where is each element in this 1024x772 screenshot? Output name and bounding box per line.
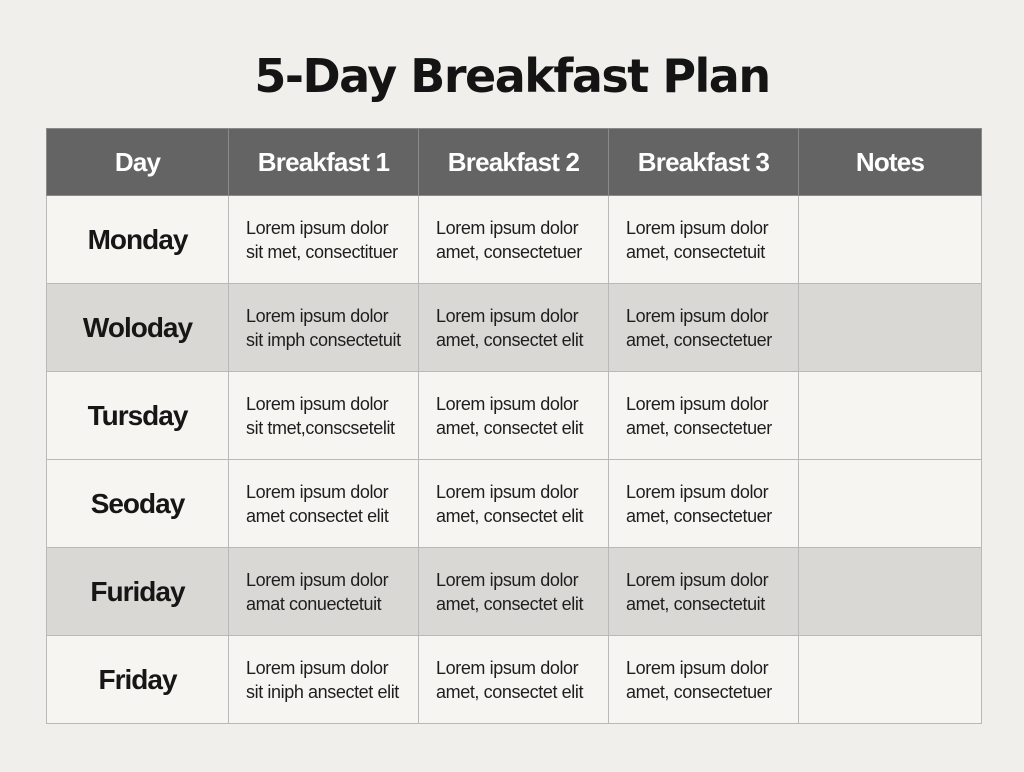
meal-line: Lorem ipsum dolor (626, 305, 769, 326)
breakfast-3-cell (609, 196, 799, 284)
day-cell: Furiday (47, 548, 229, 636)
day-cell: Woloday (47, 284, 229, 372)
meal-line: amet, consectet elit (436, 329, 584, 350)
meal-line: amet, consectetuer (436, 241, 582, 262)
meal-line: sit imph consectetuit (246, 329, 401, 350)
breakfast-3-cell (609, 548, 799, 636)
notes-cell (799, 636, 982, 724)
breakfast-1-cell (229, 196, 419, 284)
meal-line: sit met, consectituer (246, 241, 398, 262)
breakfast-2-cell (419, 460, 609, 548)
notes-cell (799, 284, 982, 372)
table-row (47, 460, 982, 548)
header-breakfast-1: Breakfast 1 (229, 129, 419, 196)
meal-line: Lorem ipsum dolor (436, 305, 579, 326)
header-day: Day (47, 129, 229, 196)
breakfast-1-cell (229, 372, 419, 460)
meal-line: Lorem ipsum dolor (436, 481, 579, 502)
table-row (47, 548, 982, 636)
meal-line: amet, consectetuer (626, 329, 772, 350)
meal-line: Lorem ipsum dolor (246, 569, 389, 590)
meal-line: amet, consectetuer (626, 417, 772, 438)
meal-line: amet, consectetuer (626, 681, 772, 702)
meal-line: amet, consectet elit (436, 417, 584, 438)
breakfast-1-cell (229, 284, 419, 372)
breakfast-3-cell (609, 636, 799, 724)
meal-line: Lorem ipsum dolor (436, 217, 579, 238)
meal-line: Lorem ipsum dolor (246, 305, 389, 326)
breakfast-1-cell (229, 636, 419, 724)
meal-line: Lorem ipsum dolor (436, 393, 579, 414)
breakfast-2-cell (419, 636, 609, 724)
notes-cell (799, 372, 982, 460)
table-row (47, 284, 982, 372)
table-row (47, 196, 982, 284)
meal-line: Lorem ipsum dolor (246, 393, 389, 414)
meal-line: Lorem ipsum dolor (246, 217, 389, 238)
breakfast-2-cell (419, 372, 609, 460)
notes-cell (799, 196, 982, 284)
table-row (47, 636, 982, 724)
meal-line: amet, consectet elit (436, 505, 584, 526)
breakfast-2-cell (419, 284, 609, 372)
breakfast-3-cell (609, 372, 799, 460)
meal-line: Lorem ipsum dolor (246, 657, 389, 678)
breakfast-1-cell (229, 548, 419, 636)
day-cell: Tursday (47, 372, 229, 460)
meal-line: amet consectet elit (246, 505, 389, 526)
meal-line: amet, consectet elit (436, 681, 584, 702)
meal-line: Lorem ipsum dolor (246, 481, 389, 502)
day-cell: Friday (47, 636, 229, 724)
meal-line: amet, consectetuer (626, 505, 772, 526)
header-notes: Notes (799, 129, 982, 196)
meal-line: Lorem ipsum dolor (626, 569, 769, 590)
meal-line: Lorem ipsum dolor (436, 657, 579, 678)
breakfast-3-cell (609, 284, 799, 372)
day-cell: Seoday (47, 460, 229, 548)
header-breakfast-2: Breakfast 2 (419, 129, 609, 196)
meal-line: amat conuectetuit (246, 593, 382, 614)
meal-line: Lorem ipsum dolor (626, 393, 769, 414)
meal-line: amet, consectet elit (436, 593, 584, 614)
meal-line: amet, consectetuit (626, 241, 765, 262)
meal-line: sit tmet,conscsetelit (246, 417, 395, 438)
table-header-row (47, 129, 982, 196)
day-cell: Monday (47, 196, 229, 284)
breakfast-1-cell (229, 460, 419, 548)
meal-line: Lorem ipsum dolor (626, 657, 769, 678)
breakfast-plan-table (46, 128, 982, 724)
notes-cell (799, 460, 982, 548)
breakfast-3-cell (609, 460, 799, 548)
meal-line: Lorem ipsum dolor (626, 481, 769, 502)
table-row (47, 372, 982, 460)
notes-cell (799, 548, 982, 636)
meal-line: sit iniph ansectet elit (246, 681, 399, 702)
meal-line: amet, consectetuit (626, 593, 765, 614)
breakfast-2-cell (419, 548, 609, 636)
meal-line: Lorem ipsum dolor (626, 217, 769, 238)
header-breakfast-3: Breakfast 3 (609, 129, 799, 196)
breakfast-2-cell (419, 196, 609, 284)
page-title: 5-Day Breakfast Plan (254, 49, 770, 103)
meal-line: Lorem ipsum dolor (436, 569, 579, 590)
